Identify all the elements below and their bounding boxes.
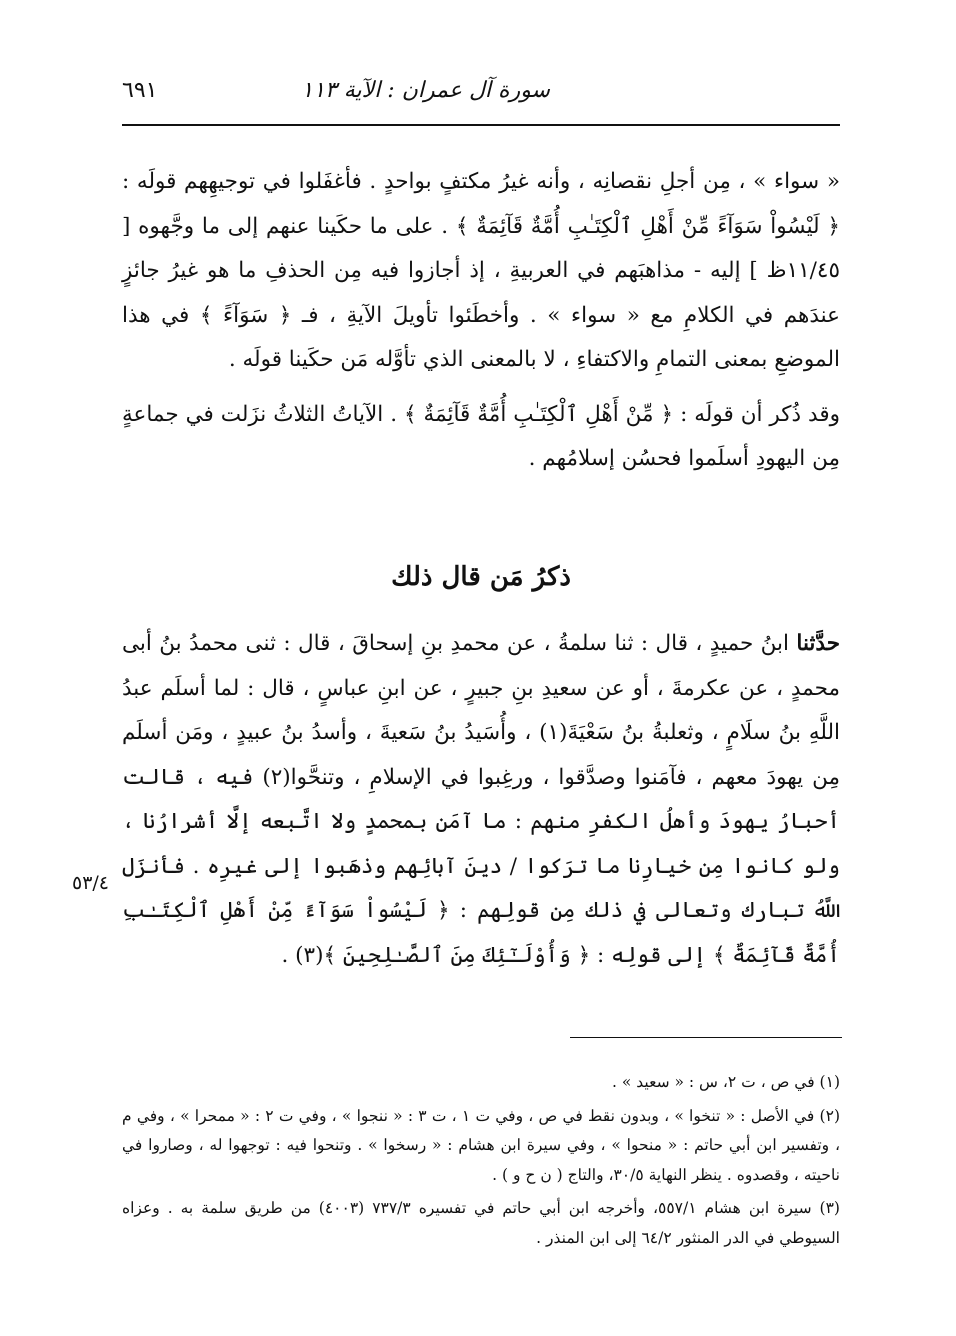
margin-reference: ٥٣/٤ — [72, 872, 110, 894]
footnote-1: (١) في ص ، ت ٢، س : « سعيد » . — [612, 1073, 840, 1091]
footnote-3: (٣) سيرة ابن هشام ٥٥٧/١، وأخرجه ابن أبي حاتم في تفسيره ٧٣٧/٣ (٤٠٠٣) من طريق سلمة به . وعزاه السيوطي في الدر المنثور ٦٤/٢ إلى ابن المنذر . — [122, 1199, 840, 1247]
narration-block — [122, 622, 840, 978]
footnote-divider — [570, 1037, 842, 1038]
footnotes — [122, 1068, 840, 1257]
paragraph-1: « سواء » ، مِن أجلِ نقصانِه ، وأنه غيرُ مكتفٍ بواحدٍ . فأغفَلوا في توجيهِهم قولَه : ﴿ لَيْسُواْ سَوَآءً مِّنْ أَهْلِ ٱلْكِتَـٰبِ أُمَّةٌ قَآئِمَةٌ ﴾ . على ما حكَينا عنهم إلى ما وجَّهوه [ ١١/٤٥ظ ] إليه - مذاهبَهم في العربيةِ ، إذ أجازوا فيه مِن الحذفِ ما هو غيرُ جائزٍ عندَهم في الكلامِ مع « سواء » . وأخطَئوا تأويلَ الآيةِ ، فـ ﴿ سَوَآءً ﴾ في هذا الموضعِ بمعنى التمامِ والاكتفاءِ ، لا بالمعنى الذي تأوَّله مَن حكَينا قولَه . — [122, 169, 840, 372]
narration-paragraph — [122, 622, 840, 978]
narration-lead: حدَّثنا — [796, 631, 840, 656]
narration-text: ابنُ حميدٍ ، قال : ثنا سلمةُ ، عن محمدِ بنِ إسحاقَ ، قال : ثنى محمدُ بنُ أبى محمدٍ ، عن عكرمةَ ، أو عن سعيدِ بنِ جبيرٍ ، عن ابنِ عباسٍ ، قال : لما أسلَم عبدُ اللَّهِ بنُ سلَامٍ ، وثعلبةُ بنُ سَعْيَةَ(١) ، وأُسَيدُ بنُ سَعيةَ ، وأسدُ بنُ عبيدٍ ، ومَن أسلَم مِن يهودَ معهم ، فآمَنوا وصدَّقوا ، ورغِبوا في الإسلامِ ، وتنحَّوا(٢) فيه ، قالت أحبارُ يهودَ وأهلُ الكفرِ منهم : ما آمَن بمحمدٍ ولا اتَّبعه إلَّا أشرارُنا ، ولو كانوا مِن خيارِنا ما ترَكوا / دينَ آبائِهم وذهَبوا إلى غيرِه . فأنزَل اللَّهُ تبارك وتعالى في ذلك مِن قولِهم : ﴿ لَيْسُواْ سَوَآءً مِّنْ أَهْلِ ٱلْكِتَـٰبِ أُمَّةٌ قَآئِمَةٌ ﴾ إلى قولِه : ﴿ وَأُوْلَـٰٓئِكَ مِنَ ٱلصَّـٰلِحِينَ ﴾(٣) . — [122, 631, 840, 968]
running-header — [122, 74, 840, 118]
footnote-2: (٢) في الأصل : « تنخوا » ، وبدون نقط في ص ، وفي ت ١ ، ت ٣ : « ننجوا » ، وفي ت ٢ : « ممحرا » ، وفي م ، وتفسير ابن أبي حاتم : « منحوا » ، وفي سيرة ابن هشام : « رسخوا » . وتنحوا فيه : توجهوا له ، وصاروا في ناحيته ، وقصدوه . ينظر النهاية ٣٠/٥، والتاج ( ن ح و ) . — [122, 1106, 840, 1184]
paragraph-2: وقد ذُكر أن قولَه : ﴿ مِّنْ أَهْلِ ٱلْكِتَـٰبِ أُمَّةٌ قَآئِمَةٌ ﴾ . الآياتُ الثلاثُ نزَلت في جماعةٍ مِن اليهودِ أسلَموا فحسُن إسلامُهم . — [122, 401, 840, 471]
section-heading: ذكرُ مَن قال ذلك — [391, 562, 571, 592]
header-divider — [122, 124, 840, 126]
main-text — [122, 160, 840, 482]
header-title: سورة آل عمران : الآية ١١٣ — [301, 78, 550, 103]
page-number: ٦٩١ — [122, 78, 158, 103]
